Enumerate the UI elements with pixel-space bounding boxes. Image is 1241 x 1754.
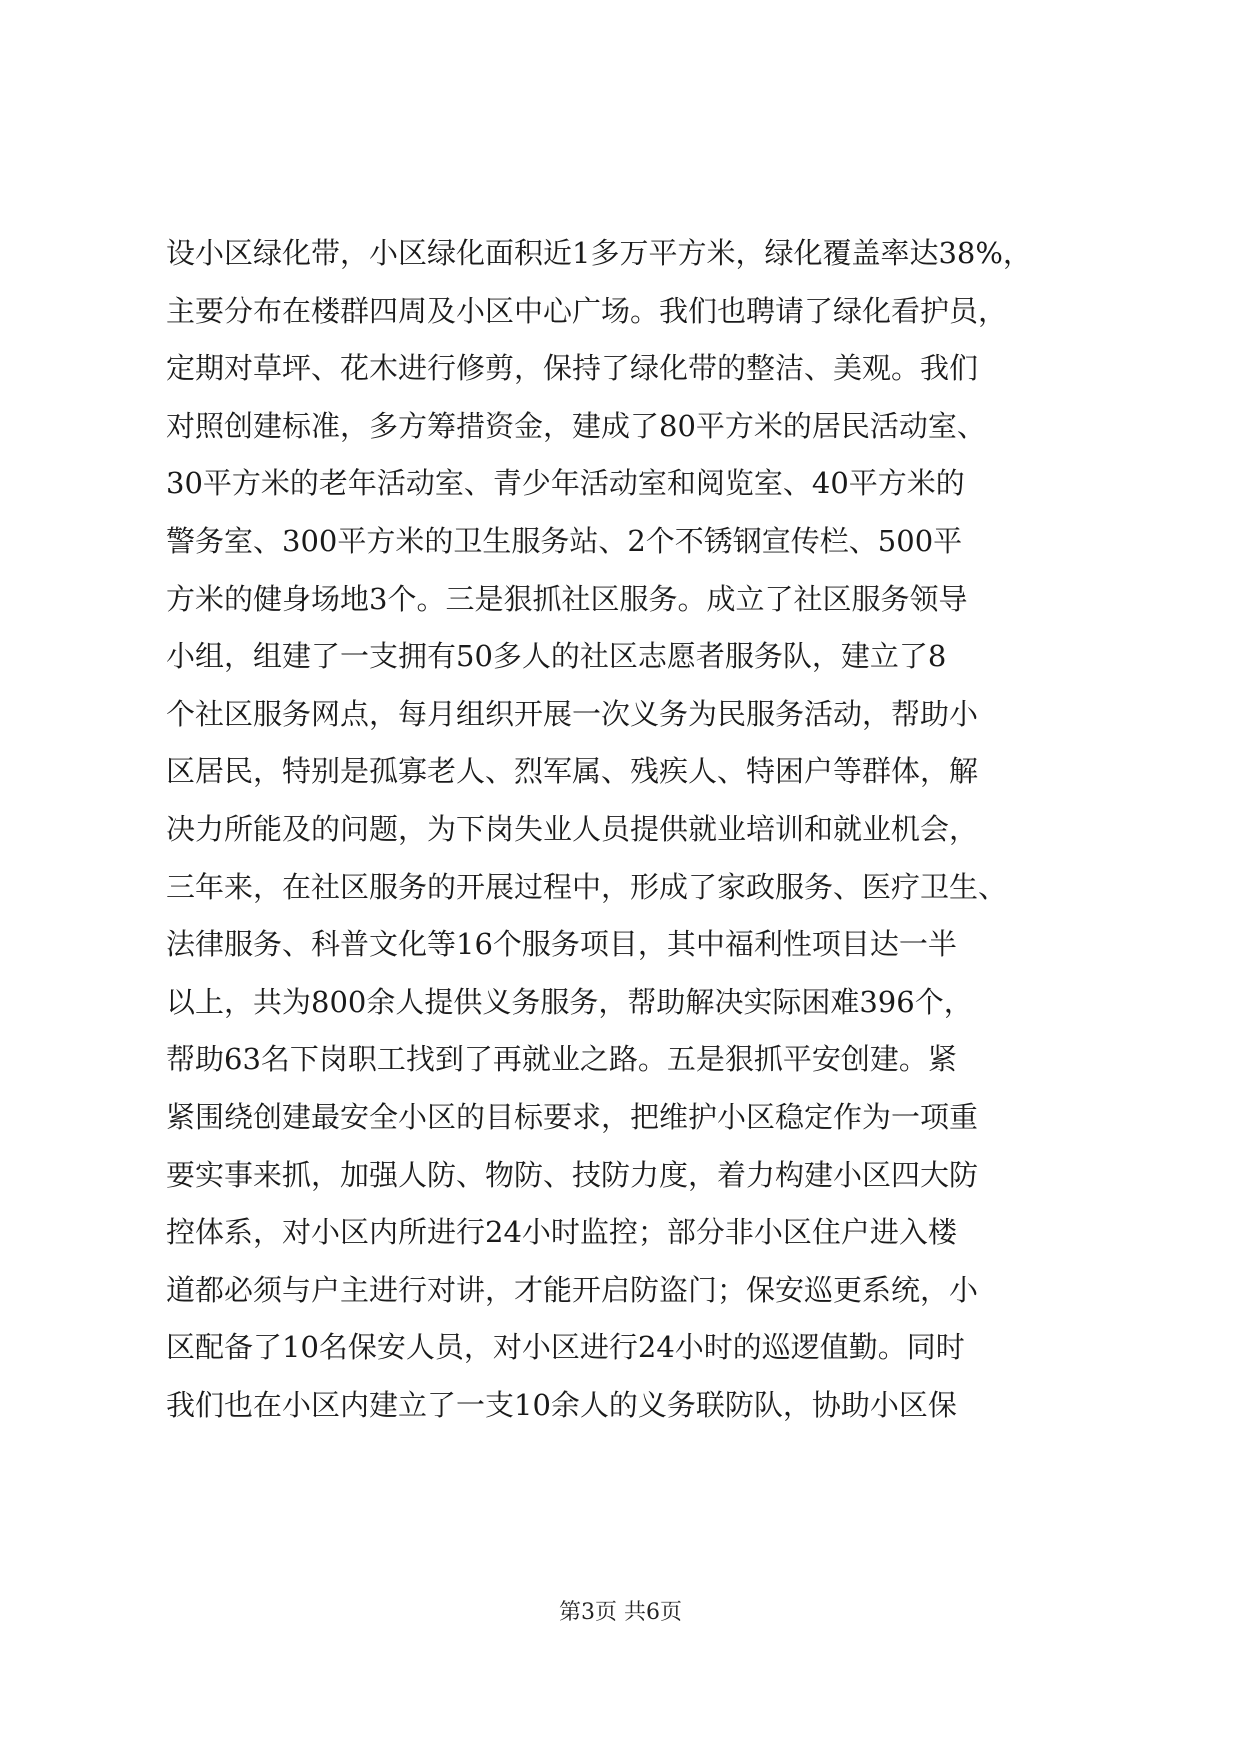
text-line-20: 区配备了10名保安人员，对小区进行24小时的巡逻值勤。同时 bbox=[166, 1330, 965, 1365]
text-line-19: 道都必须与户主进行对讲，才能开启防盗门；保安巡更系统，小 bbox=[166, 1272, 979, 1307]
text-line-18: 控体系，对小区内所进行24小时监控；部分非小区住户进入楼 bbox=[166, 1215, 957, 1250]
text-line-11: 决力所能及的问题，为下岗失业人员提供就业培训和就业机会， bbox=[166, 811, 979, 846]
text-line-10: 区居民，特别是孤寡老人、烈军属、残疾人、特困户等群体，解 bbox=[166, 754, 979, 789]
text-line-21: 我们也在小区内建立了一支10余人的义务联防队，协助小区保 bbox=[166, 1387, 957, 1422]
text-line-3: 定期对草坪、花木进行修剪，保持了绿化带的整洁、美观。我们 bbox=[166, 351, 979, 386]
body-text bbox=[166, 225, 1116, 1434]
text-line-16: 紧围绕创建最安全小区的目标要求，把维护小区稳定作为一项重 bbox=[166, 1099, 979, 1134]
text-line-13: 法律服务、科普文化等16个服务项目，其中福利性项目达一半 bbox=[166, 927, 957, 962]
text-line-5: 30平方米的老年活动室、青少年活动室和阅览室、40平方米的 bbox=[166, 466, 965, 501]
text-line-14: 以上，共为800余人提供义务服务，帮助解决实际困难396个， bbox=[166, 984, 973, 1019]
text-line-4: 对照创建标准，多方筹措资金，建成了80平方米的居民活动室、 bbox=[166, 408, 986, 443]
text-line-15: 帮助63名下岗职工找到了再就业之路。五是狠抓平安创建。紧 bbox=[166, 1042, 957, 1077]
text-line-7: 方米的健身场地3个。三是狠抓社区服务。成立了社区服务领导 bbox=[166, 581, 968, 616]
text-line-12: 三年来，在社区服务的开展过程中，形成了家政服务、医疗卫生、 bbox=[166, 869, 1008, 904]
text-line-2: 主要分布在楼群四周及小区中心广场。我们也聘请了绿化看护员， bbox=[166, 293, 1008, 328]
page-footer bbox=[0, 1598, 1241, 1628]
text-line-8: 小组，组建了一支拥有50多人的社区志愿者服务队，建立了8 bbox=[166, 639, 947, 674]
text-line-9: 个社区服务网点，每月组织开展一次义务为民服务活动，帮助小 bbox=[166, 696, 979, 731]
text-line-17: 要实事来抓，加强人防、物防、技防力度，着力构建小区四大防 bbox=[166, 1157, 979, 1192]
text-line-6: 警务室、300平方米的卫生服务站、2个不锈钢宣传栏、500平 bbox=[166, 523, 963, 558]
page-number-label: 第3页 共6页 bbox=[559, 1600, 682, 1625]
text-line-1: 设小区绿化带，小区绿化面积近1多万平方米，绿化覆盖率达38%， bbox=[166, 236, 1032, 270]
